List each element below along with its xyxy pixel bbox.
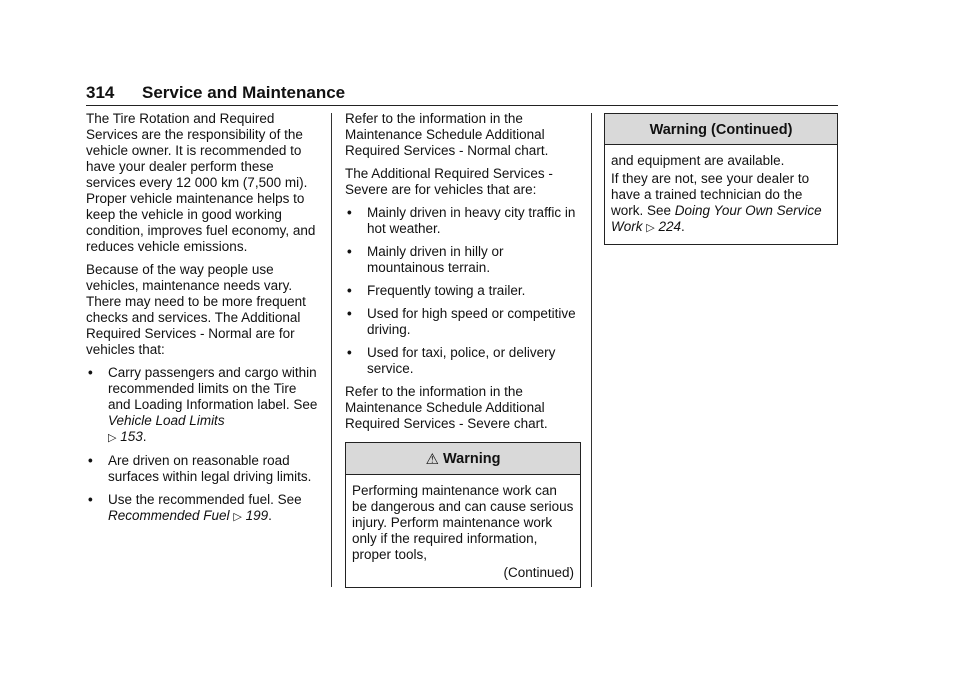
column-divider bbox=[591, 113, 592, 587]
warning-header: Warning (Continued) bbox=[605, 114, 837, 145]
column-1 bbox=[86, 111, 322, 532]
bullet-icon: • bbox=[347, 205, 352, 220]
page-ref-arrow-icon: ▷ bbox=[108, 432, 117, 444]
page-ref-arrow-icon: ▷ bbox=[233, 511, 242, 523]
continued-label: (Continued) bbox=[503, 565, 574, 580]
list-item: • Mainly driven in heavy city traffic in hot weather. bbox=[347, 205, 576, 236]
warning-symbol-icon: ⚠ bbox=[425, 451, 439, 468]
cross-reference-link[interactable]: Recommended Fuel ▷ 199 bbox=[108, 508, 269, 523]
bullet-icon: • bbox=[88, 492, 93, 507]
bullet-icon: • bbox=[347, 283, 352, 298]
bullet-icon: • bbox=[88, 365, 93, 380]
page-ref-arrow-icon: ▷ bbox=[646, 222, 655, 234]
paragraph: Refer to the information in the Maintenance Schedule Additional Required Services - Normal chart. bbox=[345, 111, 549, 158]
paragraph: Because of the way people use vehicles, maintenance needs vary. There may need to be more frequent checks and services. The Additional Required Services - Normal are for vehicles that: bbox=[86, 262, 306, 357]
list-item: • Are driven on reasonable road surfaces within legal driving limits. bbox=[88, 453, 312, 484]
column-divider bbox=[331, 113, 332, 587]
cross-reference-link[interactable]: Vehicle Load Limits ▷ 153 bbox=[108, 413, 225, 444]
list-item: • Used for taxi, police, or delivery service. bbox=[347, 345, 556, 376]
page-header bbox=[86, 83, 838, 106]
warning-body: and equipment are available. If they are not, see your dealer to have a trained technician do the work. See Doing Your Own Service Work ▷ 224. bbox=[611, 153, 822, 234]
bullet-list bbox=[345, 205, 581, 377]
list-item: • Frequently towing a trailer. bbox=[347, 283, 526, 298]
column-3 bbox=[604, 111, 838, 245]
bullet-icon: • bbox=[347, 244, 352, 259]
paragraph: Refer to the information in the Maintenance Schedule Additional Required Services - Severe chart. bbox=[345, 384, 548, 431]
page-number: 314 bbox=[86, 83, 115, 102]
list-item: • Used for high speed or competitive driving. bbox=[347, 306, 576, 337]
list-item: • Use the recommended fuel. See Recommended Fuel ▷ 199. bbox=[88, 492, 302, 523]
bullet-icon: • bbox=[88, 453, 93, 468]
warning-body: Performing maintenance work can be dangerous and can cause serious injury. Perform maintenance work only if the required information, proper tools, (Continued) bbox=[352, 483, 574, 580]
list-item: • Mainly driven in hilly or mountainous terrain. bbox=[347, 244, 504, 275]
warning-box bbox=[345, 442, 581, 588]
warning-header: ⚠ Warning bbox=[346, 443, 580, 475]
bullet-list bbox=[86, 365, 322, 525]
paragraph: The Tire Rotation and Required Services are the responsibility of the vehicle owner. It is recommended to have your dealer perform these services every 12 000 km (7,500 mi). Proper vehicle maintenance helps to keep the vehicle in good working condition, improves fuel economy, and reduces vehicle emissions. bbox=[86, 111, 316, 254]
list-item: • Carry passengers and cargo within recommended limits on the Tire and Loading Information label. See Vehicle Load Limits ▷ 153. bbox=[88, 365, 318, 444]
paragraph: The Additional Required Services - Severe are for vehicles that are: bbox=[345, 166, 553, 197]
bullet-icon: • bbox=[347, 306, 352, 321]
section-title: Service and Maintenance bbox=[142, 83, 346, 102]
bullet-icon: • bbox=[347, 345, 352, 360]
column-2 bbox=[345, 111, 581, 588]
warning-box-continued bbox=[604, 113, 838, 245]
cross-reference-link[interactable]: Doing Your Own Service Work ▷ 224 bbox=[611, 203, 822, 234]
